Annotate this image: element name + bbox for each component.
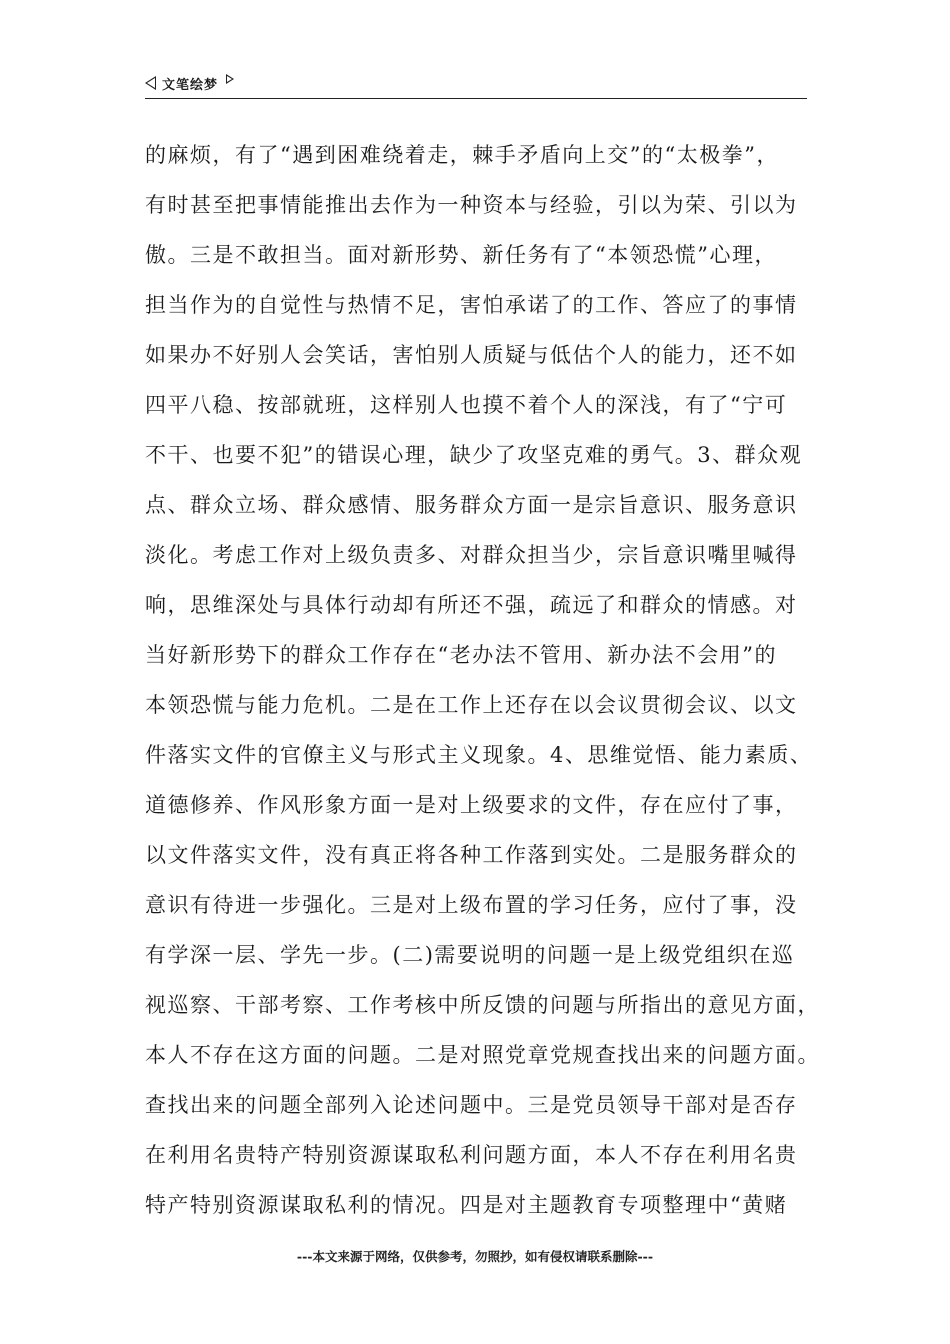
text-line: 傲。三是不敢担当。面对新形势、新任务有了“本领恐慌”心理， (145, 243, 777, 267)
text-line: 有时甚至把事情能推出去作为一种资本与经验，引以为荣、引以为 (145, 193, 798, 217)
text-line: 如果办不好别人会笑话，害怕别人质疑与低估个人的能力，还不如 (145, 343, 798, 367)
text-line: 不干、也要不犯”的错误心理，缺少了攻坚克难的勇气。3、群众观 (145, 443, 803, 467)
text-line: 担当作为的自觉性与热情不足，害怕承诺了的工作、答应了的事情 (145, 293, 798, 317)
text-line: 当好新形势下的群众工作存在“老办法不管用、新办法不会用”的 (145, 643, 777, 667)
footer-notice: ---本文来源于网络，仅供参考，勿照抄，如有侵权请联系删除--- (296, 1249, 654, 1264)
page-header (145, 72, 807, 99)
brand-name: 文笔绘梦 (162, 77, 219, 93)
text-line: 视巡察、干部考察、工作考核中所反馈的问题与所指出的意见方面， (145, 993, 820, 1017)
text-line: 四平八稳、按部就班，这样别人也摸不着个人的深浅，有了“宁可 (145, 393, 788, 417)
brand (145, 72, 234, 94)
left-triangle-icon (145, 76, 156, 90)
right-triangle-icon (226, 74, 234, 84)
text-line: 在利用名贵特产特别资源谋取私利问题方面，本人不存在利用名贵 (145, 1143, 798, 1167)
text-line: 淡化。考虑工作对上级负责多、对群众担当少，宗旨意识嘴里喊得 (145, 543, 798, 567)
text-line: 有学深一层、学先一步。(二)需要说明的问题一是上级党组织在巡 (145, 943, 795, 967)
text-line: 查找出来的问题全部列入论述问题中。三是党员领导干部对是否存 (145, 1093, 798, 1117)
text-line: 道德修养、作风形象方面一是对上级要求的文件，存在应付了事， (145, 793, 798, 817)
text-line: 本人不存在这方面的问题。二是对照党章党规查找出来的问题方面。 (145, 1043, 820, 1067)
text-line: 件落实文件的官僚主义与形式主义现象。4、思维觉悟、能力素质、 (145, 743, 813, 767)
text-line: 点、群众立场、群众感情、服务群众方面一是宗旨意识、服务意识 (145, 493, 798, 517)
text-line: 本领恐慌与能力危机。二是在工作上还存在以会议贯彻会议、以文 (145, 693, 798, 717)
text-line: 的麻烦，有了“遇到困难绕着走，棘手矛盾向上交”的“太极拳”， (145, 143, 779, 167)
text-line: 以文件落实文件，没有真正将各种工作落到实处。二是服务群众的 (145, 843, 798, 867)
document-body (145, 130, 820, 1230)
text-line: 响，思维深处与具体行动却有所还不强，疏远了和群众的情感。对 (145, 593, 798, 617)
text-line: 意识有待进一步强化。三是对上级布置的学习任务，应付了事，没 (145, 893, 798, 917)
text-line: 特产特别资源谋取私利的情况。四是对主题教育专项整理中“黄赌 (145, 1193, 788, 1217)
